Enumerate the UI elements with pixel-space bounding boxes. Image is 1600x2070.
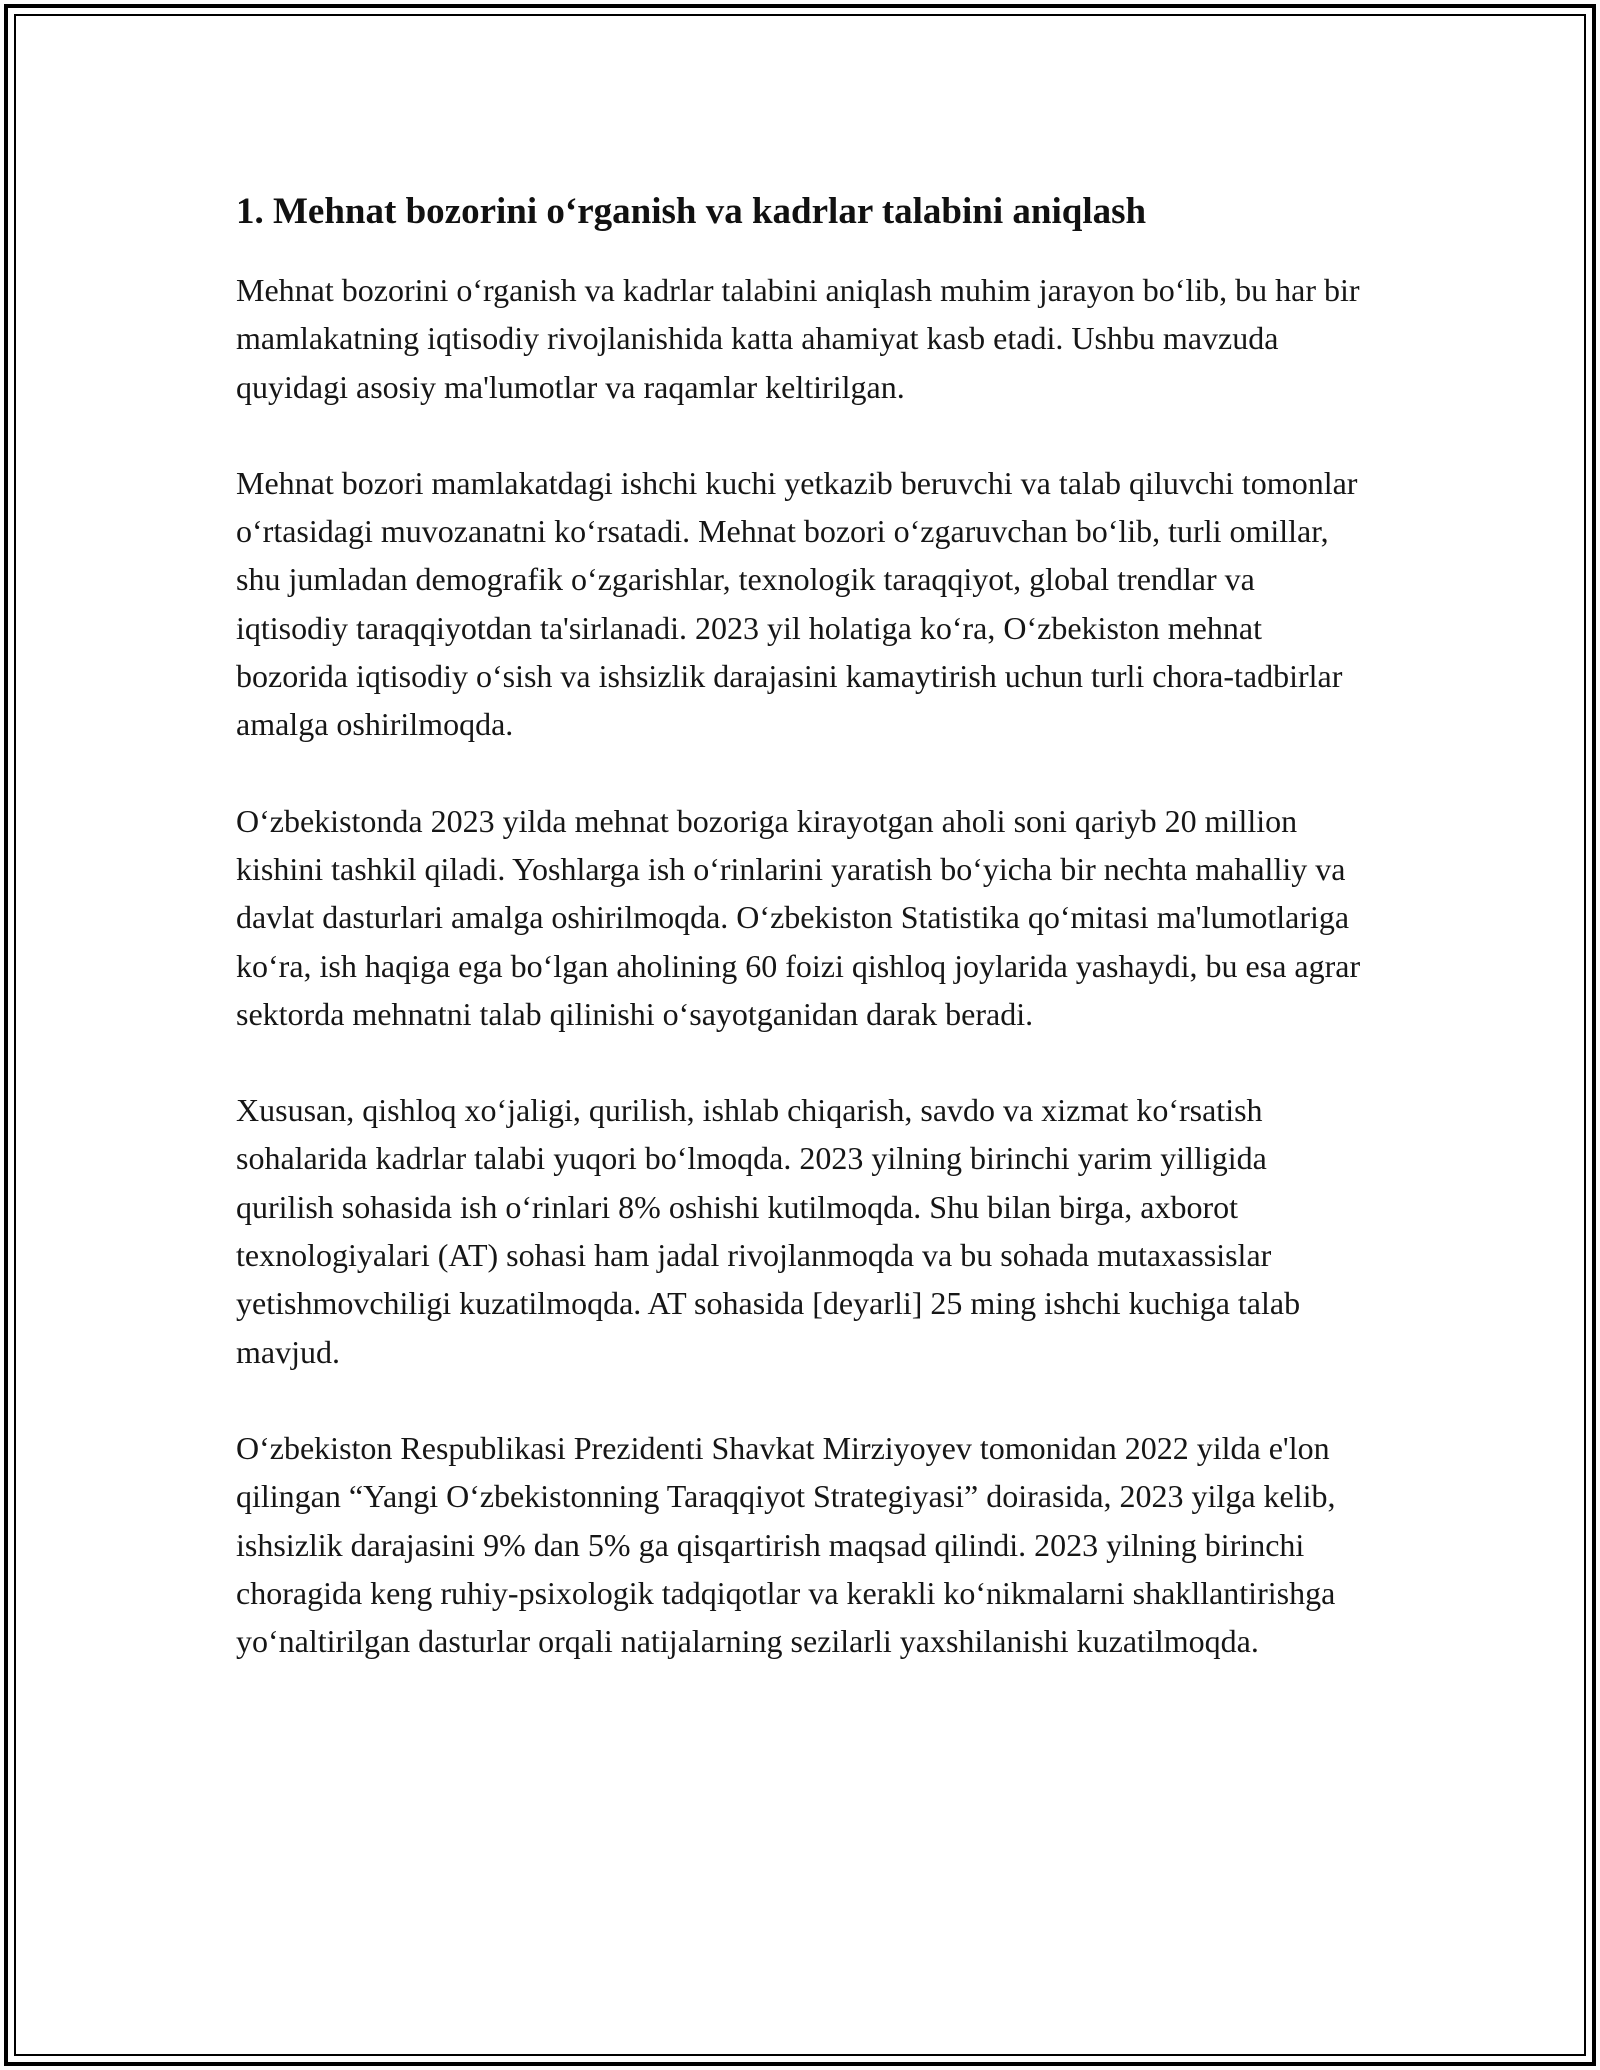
paragraph-sectors: Xususan, qishloq xoʻjaligi, qurilish, ishlab chiqarish, savdo va xizmat koʻrsatish sohalarida kadrlar talabi yuqori boʻlmoqda. 2023 yilning birinchi yarim yilligida qurilish sohasida ish oʻrinlari 8% oshishi kutilmoqda. Shu bilan birga, axborot texnologiyalari (AT) sohasi ham jadal rivojlanmoqda va bu sohada mutaxassislar yetishmovchiligi kuzatilmoqda. AT sohasida [deyarli] 25 ming ishchi kuchiga talab mavjud. <box>236 1092 1301 1370</box>
document-body <box>236 186 1364 1713</box>
section-heading: 1. Mehnat bozorini oʻrganish va kadrlar talabini aniqlash <box>236 191 1147 232</box>
paragraph-labor-market: Mehnat bozori mamlakatdagi ishchi kuchi yetkazib beruvchi va talab qiluvchi tomonlar oʻrtasidagi muvozanatni koʻrsatadi. Mehnat bozori oʻzgaruvchan boʻlib, turli omillar, shu jumladan demografik oʻzgarishlar, texnologik taraqqiyot, global trendlar va iqtisodiy taraqqiyotdan ta'sirlanadi. 2023 yil holatiga koʻra, Oʻzbekiston mehnat bozorida iqtisodiy oʻsish va ishsizlik darajasini kamaytirish uchun turli chora-tadbirlar amalga oshirilmoqda. <box>236 464 1358 743</box>
paragraph-strategy: Oʻzbekiston Respublikasi Prezidenti Shavkat Mirziyoyev tomonidan 2022 yilda e'lon qilingan “Yangi Oʻzbekistonning Taraqqiyot Strategiyasi” doirasida, 2023 yilga kelib, ishsizlik darajasini 9% dan 5% ga qisqartirish maqsad qilindi. 2023 yilning birinchi choragida keng ruhiy-psixologik tadqiqotlar va kerakli koʻnikmalarni shakllantirishga yoʻnaltirilgan dasturlar orqali natijalarning sezilarli yaxshilanishi kuzatilmoqda. <box>236 1429 1336 1660</box>
paragraph-intro: Mehnat bozorini oʻrganish va kadrlar talabini aniqlash muhim jarayon boʻlib, bu har bir mamlakatning iqtisodiy rivojlanishida katta ahamiyat kasb etadi. Ushbu mavzuda quyidagi asosiy ma'lumotlar va raqamlar keltirilgan. <box>236 272 1360 405</box>
paragraph-population: Oʻzbekistonda 2023 yilda mehnat bozoriga kirayotgan aholi soni qariyb 20 million kishini tashkil qiladi. Yoshlarga ish oʻrinlarini yaratish boʻyicha bir nechta mahalliy va davlat dasturlari amalga oshirilmoqda. Oʻzbekiston Statistika qoʻmitasi ma'lumotlariga koʻra, ish haqiga ega boʻlgan aholining 60 foizi qishloq joylarida yashaydi, bu esa agrar sektorda mehnatni talab qilinishi oʻsayotganidan darak beradi. <box>236 802 1361 1032</box>
